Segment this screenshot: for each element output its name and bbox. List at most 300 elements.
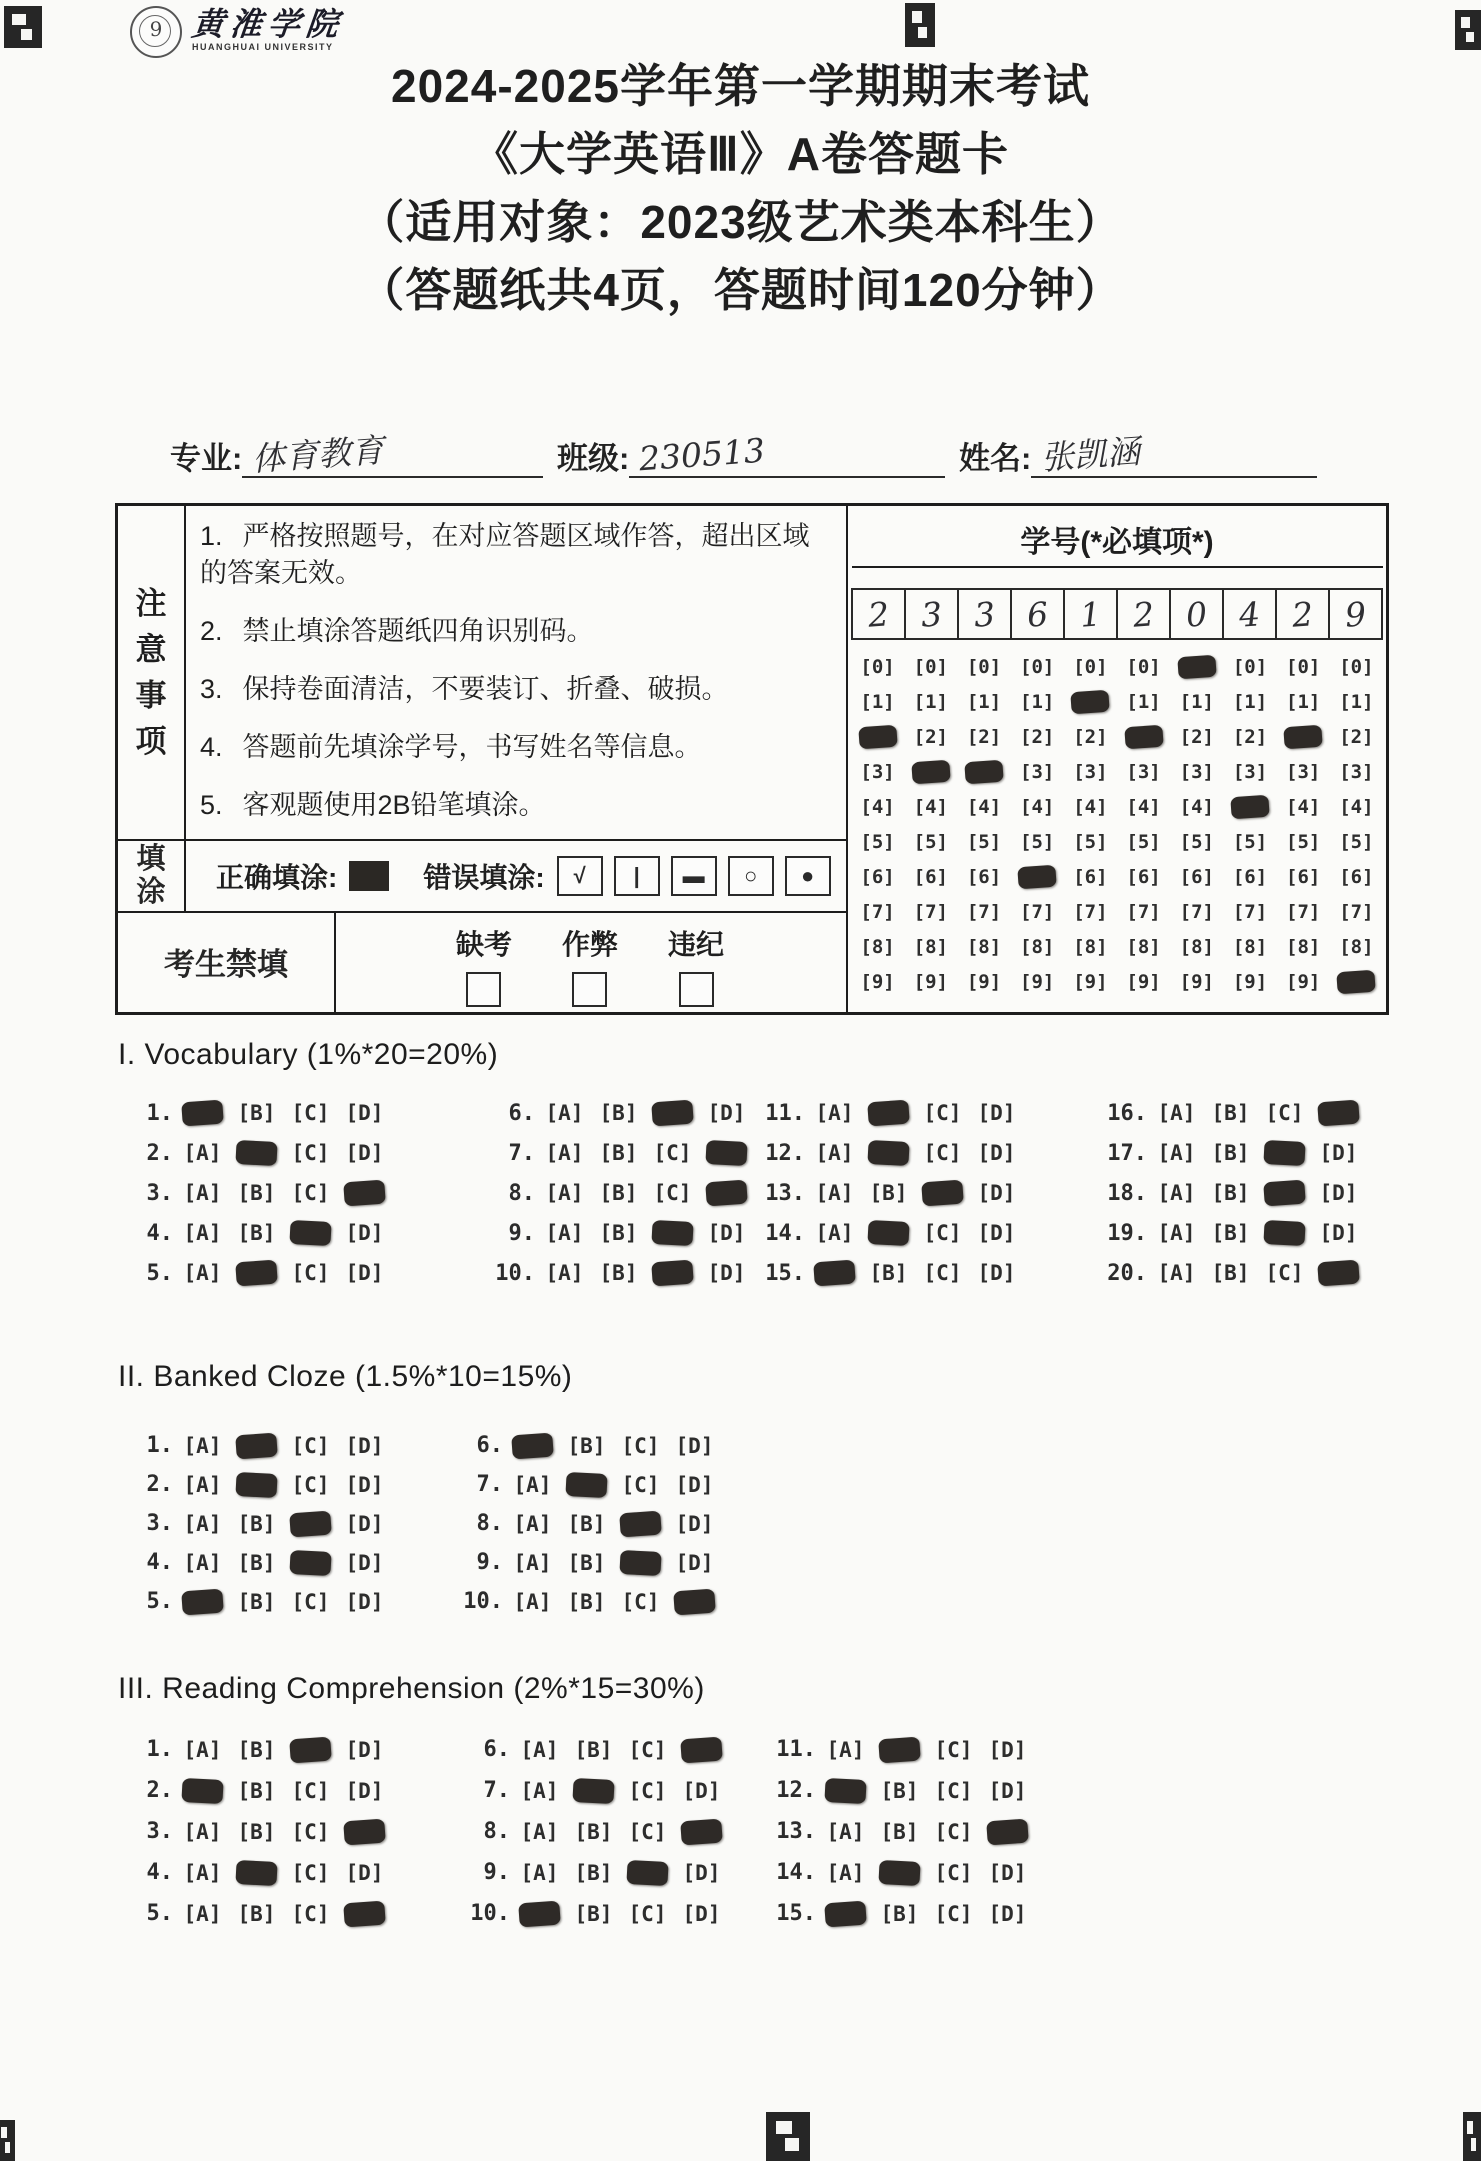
id-bubble-2[interactable]: [2] [913, 725, 948, 748]
id-bubble-5[interactable]: [5] [1232, 830, 1268, 853]
option-A[interactable]: [A] [826, 1819, 865, 1844]
answer-mark-A[interactable] [813, 1260, 856, 1287]
answer-mark-A[interactable] [824, 1777, 866, 1803]
option-C[interactable]: [C] [923, 1221, 962, 1245]
answer-mark-B[interactable] [235, 1859, 277, 1885]
answer-mark-C[interactable] [289, 1549, 331, 1575]
option-A[interactable]: [A] [513, 1550, 552, 1575]
answer-mark-B[interactable] [878, 1859, 920, 1885]
id-bubble-filled-0[interactable] [1177, 654, 1216, 679]
option-B[interactable]: [B] [599, 1141, 638, 1165]
option-D[interactable]: [D] [977, 1141, 1016, 1165]
answer-mark-B[interactable] [867, 1100, 910, 1127]
id-bubble-8[interactable]: [8] [1339, 935, 1374, 958]
forbidden-checkbox[interactable] [466, 972, 501, 1007]
id-bubble-0[interactable]: [0] [1073, 655, 1108, 678]
answer-mark-C[interactable] [1263, 1220, 1305, 1246]
option-B[interactable]: [B] [567, 1511, 606, 1536]
id-bubble-filled-2[interactable] [858, 724, 897, 749]
id-bubble-6[interactable]: [6] [1286, 865, 1321, 888]
option-D[interactable]: [D] [977, 1101, 1016, 1125]
option-A[interactable]: [A] [513, 1511, 552, 1536]
id-bubble-cell [851, 684, 904, 719]
answer-mark-A[interactable] [181, 1100, 224, 1127]
answer-mark-D[interactable] [680, 1818, 723, 1845]
option-A[interactable]: [A] [183, 1141, 222, 1165]
option-A[interactable]: [A] [520, 1860, 559, 1885]
answer-mark-C[interactable] [1263, 1140, 1305, 1166]
answer-mark-B[interactable] [867, 1140, 909, 1166]
answer-mark-B[interactable] [565, 1471, 607, 1497]
answer-mark-A[interactable] [518, 1900, 561, 1927]
answer-mark-B[interactable] [867, 1220, 909, 1246]
option-A[interactable]: [A] [1157, 1221, 1196, 1245]
answer-mark-C[interactable] [651, 1220, 693, 1246]
id-bubble-2[interactable]: [2] [1179, 725, 1214, 748]
option-D[interactable]: [D] [977, 1221, 1016, 1245]
id-bubble-6[interactable]: [6] [1232, 865, 1268, 888]
id-bubble-4[interactable]: [4] [913, 795, 948, 818]
answer-mark-D[interactable] [673, 1588, 716, 1615]
id-bubble-0[interactable]: [0] [966, 655, 1002, 678]
option-D[interactable]: [D] [345, 1141, 384, 1165]
id-bubble-8[interactable]: [8] [913, 935, 948, 958]
option-C[interactable]: [C] [291, 1472, 330, 1497]
option-C[interactable]: [C] [621, 1433, 660, 1458]
answer-mark-D[interactable] [705, 1140, 747, 1166]
option-C[interactable]: [C] [653, 1141, 692, 1165]
option-D[interactable]: [D] [345, 1511, 384, 1536]
option-B[interactable]: [B] [567, 1550, 606, 1575]
option-A[interactable]: [A] [183, 1433, 222, 1458]
option-A[interactable]: [A] [513, 1472, 552, 1497]
id-bubble-1[interactable]: [1] [1232, 690, 1268, 713]
option-B[interactable]: [B] [237, 1511, 276, 1536]
option-C[interactable]: [C] [291, 1819, 330, 1844]
id-bubble-3[interactable]: [3] [860, 760, 895, 783]
id-bubble-5[interactable]: [5] [1286, 830, 1321, 853]
student-id-digit-cell[interactable] [1012, 590, 1065, 638]
answer-mark-C[interactable] [289, 1220, 331, 1246]
answer-mark-C[interactable] [651, 1100, 694, 1127]
id-bubble-7[interactable]: [7] [1179, 900, 1214, 923]
id-bubble-cell [1117, 824, 1170, 859]
id-bubble-9[interactable]: [9] [1232, 970, 1268, 993]
option-C[interactable]: [C] [628, 1901, 667, 1926]
option-B[interactable]: [B] [869, 1181, 908, 1205]
id-bubble-3[interactable]: [3] [1126, 760, 1161, 783]
option-C[interactable]: [C] [291, 1860, 330, 1885]
option-D[interactable]: [D] [988, 1901, 1027, 1926]
id-bubble-4[interactable]: [4] [1020, 795, 1055, 818]
id-bubble-8[interactable]: [8] [1286, 935, 1321, 958]
id-bubble-7[interactable]: [7] [1339, 900, 1374, 923]
id-bubble-7[interactable]: [7] [966, 900, 1002, 923]
option-A[interactable]: [A] [183, 1472, 222, 1497]
option-D[interactable]: [D] [345, 1433, 384, 1458]
id-bubble-8[interactable]: [8] [1126, 935, 1161, 958]
id-bubble-8[interactable]: [8] [966, 935, 1002, 958]
id-bubble-filled-9[interactable] [1337, 969, 1376, 994]
option-B[interactable]: [B] [1211, 1101, 1250, 1125]
id-bubble-0[interactable]: [0] [1339, 655, 1374, 678]
option-C[interactable]: [C] [291, 1141, 330, 1165]
option-B[interactable]: [B] [237, 1550, 276, 1575]
id-bubble-4[interactable]: [4] [1073, 795, 1108, 818]
id-bubble-3[interactable]: [3] [1232, 760, 1268, 783]
answer-mark-C[interactable] [1263, 1180, 1306, 1207]
option-B[interactable]: [B] [599, 1261, 638, 1285]
option-D[interactable]: [D] [675, 1550, 714, 1575]
option-A[interactable]: [A] [545, 1101, 584, 1125]
option-D[interactable]: [D] [707, 1261, 746, 1285]
id-bubble-5[interactable]: [5] [1073, 830, 1108, 853]
option-C[interactable]: [C] [628, 1737, 667, 1762]
forbidden-checkbox[interactable] [679, 972, 714, 1007]
id-bubble-7[interactable]: [7] [1126, 900, 1161, 923]
option-B[interactable]: [B] [237, 1778, 276, 1803]
option-B[interactable]: [B] [237, 1101, 276, 1125]
class-input[interactable] [629, 430, 945, 479]
id-bubble-2[interactable]: [2] [966, 725, 1002, 748]
student-id-digit-cell[interactable] [959, 590, 1012, 638]
option-A[interactable]: [A] [183, 1550, 222, 1575]
option-B[interactable]: [B] [880, 1819, 919, 1844]
option-C[interactable]: [C] [923, 1101, 962, 1125]
option-B[interactable]: [B] [599, 1181, 638, 1205]
id-bubble-6[interactable]: [6] [1126, 865, 1161, 888]
id-bubble-6[interactable]: [6] [860, 865, 895, 888]
option-D[interactable]: [D] [345, 1550, 384, 1575]
answer-mark-A[interactable] [511, 1432, 554, 1459]
option-D[interactable]: [D] [988, 1737, 1027, 1762]
option-C[interactable]: [C] [621, 1589, 660, 1614]
option-C[interactable]: [C] [291, 1433, 330, 1458]
id-bubble-9[interactable]: [9] [1126, 970, 1161, 993]
answer-mark-D[interactable] [1317, 1100, 1360, 1127]
answer-mark-D[interactable] [343, 1900, 386, 1927]
id-bubble-2[interactable]: [2] [1073, 725, 1108, 748]
student-id-digit-cell[interactable] [906, 590, 959, 638]
student-id-digit-cell[interactable] [1065, 590, 1118, 638]
option-B[interactable]: [B] [1211, 1221, 1250, 1245]
id-bubble-3[interactable]: [3] [1073, 760, 1108, 783]
option-A[interactable]: [A] [815, 1181, 854, 1205]
option-A[interactable]: [A] [183, 1261, 222, 1285]
id-bubble-4[interactable]: [4] [1179, 795, 1214, 818]
answer-mark-C[interactable] [626, 1859, 668, 1885]
id-bubble-7[interactable]: [7] [1232, 900, 1268, 923]
answer-mark-C[interactable] [921, 1180, 964, 1207]
option-B[interactable]: [B] [237, 1737, 276, 1762]
id-bubble-8[interactable]: [8] [1232, 935, 1268, 958]
id-bubble-0[interactable]: [0] [1286, 655, 1321, 678]
answer-mark-A[interactable] [181, 1777, 223, 1803]
option-A[interactable]: [A] [1157, 1261, 1196, 1285]
id-bubble-9[interactable]: [9] [1179, 970, 1214, 993]
id-bubble-6[interactable]: [6] [1339, 865, 1374, 888]
option-D[interactable]: [D] [988, 1860, 1027, 1885]
option-D[interactable]: [D] [988, 1778, 1027, 1803]
option-D[interactable]: [D] [345, 1221, 384, 1245]
id-bubble-9[interactable]: [9] [966, 970, 1002, 993]
option-D[interactable]: [D] [675, 1433, 714, 1458]
id-bubble-7[interactable]: [7] [1073, 900, 1108, 923]
answer-mark-A[interactable] [181, 1588, 224, 1615]
option-D[interactable]: [D] [345, 1472, 384, 1497]
option-A[interactable]: [A] [1157, 1141, 1196, 1165]
answer-mark-B[interactable] [235, 1260, 278, 1287]
answer-mark-D[interactable] [343, 1818, 386, 1845]
option-A[interactable]: [A] [545, 1221, 584, 1245]
option-B[interactable]: [B] [237, 1181, 276, 1205]
id-bubble-4[interactable]: [4] [1286, 795, 1321, 818]
id-bubble-5[interactable]: [5] [860, 830, 895, 853]
option-B[interactable]: [B] [574, 1901, 613, 1926]
option-C[interactable]: [C] [934, 1901, 973, 1926]
option-C[interactable]: [C] [934, 1737, 973, 1762]
id-bubble-3[interactable]: [3] [1339, 760, 1374, 783]
id-bubble-5[interactable]: [5] [1126, 830, 1161, 853]
id-bubble-5[interactable]: [5] [1339, 830, 1374, 853]
option-A[interactable]: [A] [545, 1181, 584, 1205]
option-C[interactable]: [C] [291, 1901, 330, 1926]
option-C[interactable]: [C] [934, 1860, 973, 1885]
id-bubble-5[interactable]: [5] [966, 830, 1002, 853]
id-bubble-filled-3[interactable] [964, 759, 1003, 784]
id-bubble-5[interactable]: [5] [1179, 830, 1214, 853]
answer-mark-C[interactable] [289, 1510, 332, 1537]
option-D[interactable]: [D] [675, 1511, 714, 1536]
option-A[interactable]: [A] [183, 1819, 222, 1844]
id-bubble-5[interactable]: [5] [913, 830, 948, 853]
option-B[interactable]: [B] [574, 1860, 613, 1885]
id-bubble-7[interactable]: [7] [913, 900, 948, 923]
id-bubble-0[interactable]: [0] [1020, 655, 1055, 678]
id-bubble-0[interactable]: [0] [860, 655, 895, 678]
id-bubble-2[interactable]: [2] [1232, 725, 1268, 748]
student-id-digit-cell[interactable] [1330, 590, 1381, 638]
id-bubble-4[interactable]: [4] [1339, 795, 1374, 818]
option-A[interactable]: [A] [183, 1860, 222, 1885]
option-A[interactable]: [A] [183, 1737, 222, 1762]
option-D[interactable]: [D] [682, 1901, 721, 1926]
option-D[interactable]: [D] [707, 1101, 746, 1125]
notice-number: 4. [200, 732, 223, 762]
option-D[interactable]: [D] [682, 1860, 721, 1885]
option-C[interactable]: [C] [934, 1819, 973, 1844]
option-B[interactable]: [B] [237, 1901, 276, 1926]
id-bubble-8[interactable]: [8] [1020, 935, 1055, 958]
option-B[interactable]: [B] [574, 1737, 613, 1762]
option-D[interactable]: [D] [345, 1589, 384, 1614]
id-bubble-1[interactable]: [1] [966, 690, 1002, 713]
option-D[interactable]: [D] [977, 1261, 1016, 1285]
option-A[interactable]: [A] [183, 1511, 222, 1536]
option-C[interactable]: [C] [934, 1778, 973, 1803]
option-D[interactable]: [D] [707, 1221, 746, 1245]
option-B[interactable]: [B] [237, 1221, 276, 1245]
id-bubble-3[interactable]: [3] [1020, 760, 1055, 783]
option-B[interactable]: [B] [1211, 1181, 1250, 1205]
option-A[interactable]: [A] [183, 1181, 222, 1205]
option-D[interactable]: [D] [345, 1101, 384, 1125]
id-bubble-filled-1[interactable] [1071, 689, 1110, 714]
option-C[interactable]: [C] [291, 1589, 330, 1614]
option-D[interactable]: [D] [345, 1737, 384, 1762]
option-B[interactable]: [B] [869, 1261, 908, 1285]
option-A[interactable]: [A] [520, 1737, 559, 1762]
answer-mark-B[interactable] [235, 1140, 277, 1166]
id-bubble-1[interactable]: [1] [860, 690, 895, 713]
question-row-banked-cloze-2 [125, 1465, 398, 1504]
option-A[interactable]: [A] [545, 1261, 584, 1285]
option-C[interactable]: [C] [291, 1778, 330, 1803]
id-bubble-8[interactable]: [8] [860, 935, 895, 958]
option-B[interactable]: [B] [880, 1778, 919, 1803]
option-D[interactable]: [D] [345, 1860, 384, 1885]
id-bubble-0[interactable]: [0] [1126, 655, 1161, 678]
student-id-digit-cell[interactable] [1118, 590, 1171, 638]
id-bubble-4[interactable]: [4] [966, 795, 1002, 818]
option-D[interactable]: [D] [1319, 1181, 1358, 1205]
id-bubble-6[interactable]: [6] [1179, 865, 1214, 888]
option-C[interactable]: [C] [923, 1261, 962, 1285]
student-id-digit-cell[interactable] [1224, 590, 1277, 638]
option-C[interactable]: [C] [923, 1141, 962, 1165]
option-C[interactable]: [C] [653, 1181, 692, 1205]
answer-mark-B[interactable] [572, 1777, 614, 1803]
option-B[interactable]: [B] [880, 1901, 919, 1926]
id-bubble-7[interactable]: [7] [860, 900, 895, 923]
student-id-digit-cell[interactable] [1171, 590, 1224, 638]
option-A[interactable]: [A] [815, 1101, 854, 1125]
student-id-digit-cell[interactable] [853, 590, 906, 638]
option-D[interactable]: [D] [682, 1778, 721, 1803]
option-A[interactable]: [A] [815, 1141, 854, 1165]
answer-mark-B[interactable] [235, 1471, 277, 1497]
option-A[interactable]: [A] [183, 1901, 222, 1926]
option-A[interactable]: [A] [826, 1860, 865, 1885]
answer-mark-C[interactable] [289, 1736, 332, 1763]
id-bubble-9[interactable]: [9] [1073, 970, 1108, 993]
option-A[interactable]: [A] [520, 1819, 559, 1844]
answer-mark-D[interactable] [705, 1180, 748, 1207]
id-bubble-1[interactable]: [1] [1020, 690, 1055, 713]
option-C[interactable]: [C] [291, 1261, 330, 1285]
option-A[interactable]: [A] [1157, 1181, 1196, 1205]
id-bubble-3[interactable]: [3] [1179, 760, 1214, 783]
id-bubble-1[interactable]: [1] [1286, 690, 1321, 713]
option-A[interactable]: [A] [545, 1141, 584, 1165]
option-B[interactable]: [B] [599, 1101, 638, 1125]
id-bubble-filled-6[interactable] [1017, 864, 1056, 889]
option-D[interactable]: [D] [675, 1472, 714, 1497]
option-C[interactable]: [C] [621, 1472, 660, 1497]
option-D[interactable]: [D] [345, 1778, 384, 1803]
id-bubble-6[interactable]: [6] [913, 865, 948, 888]
id-bubble-2[interactable]: [2] [1339, 725, 1374, 748]
answer-mark-D[interactable] [343, 1180, 386, 1207]
option-B[interactable]: [B] [1211, 1141, 1250, 1165]
id-bubble-filled-2[interactable] [1124, 724, 1163, 749]
answer-mark-B[interactable] [235, 1432, 278, 1459]
option-B[interactable]: [B] [599, 1221, 638, 1245]
id-bubble-1[interactable]: [1] [913, 690, 948, 713]
student-id-digit-cell[interactable] [1277, 590, 1330, 638]
forbidden-checkbox[interactable] [572, 972, 607, 1007]
answer-mark-D[interactable] [680, 1736, 723, 1763]
id-bubble-filled-2[interactable] [1283, 724, 1322, 749]
option-C[interactable]: [C] [1265, 1101, 1304, 1125]
id-bubble-3[interactable]: [3] [1286, 760, 1321, 783]
major-input[interactable] [242, 430, 543, 479]
answer-mark-C[interactable] [619, 1510, 662, 1537]
id-bubble-9[interactable]: [9] [860, 970, 895, 993]
option-C[interactable]: [C] [628, 1778, 667, 1803]
option-C[interactable]: [C] [291, 1181, 330, 1205]
id-bubble-0[interactable]: [0] [1232, 655, 1268, 678]
id-bubble-filled-3[interactable] [911, 759, 950, 784]
option-D[interactable]: [D] [1319, 1141, 1358, 1165]
answer-mark-D[interactable] [986, 1818, 1029, 1845]
id-bubble-9[interactable]: [9] [1286, 970, 1321, 993]
option-C[interactable]: [C] [291, 1101, 330, 1125]
option-A[interactable]: [A] [826, 1737, 865, 1762]
id-bubble-1[interactable]: [1] [1179, 690, 1214, 713]
answer-mark-D[interactable] [1317, 1260, 1360, 1287]
option-B[interactable]: [B] [574, 1819, 613, 1844]
option-B[interactable]: [B] [567, 1433, 606, 1458]
id-bubble-4[interactable]: [4] [1126, 795, 1161, 818]
option-A[interactable]: [A] [513, 1589, 552, 1614]
option-B[interactable]: [B] [567, 1589, 606, 1614]
option-D[interactable]: [D] [1319, 1221, 1358, 1245]
option-A[interactable]: [A] [1157, 1101, 1196, 1125]
option-A[interactable]: [A] [520, 1778, 559, 1803]
id-bubble-6[interactable]: [6] [966, 865, 1002, 888]
id-bubble-1[interactable]: [1] [1339, 690, 1374, 713]
answer-mark-C[interactable] [651, 1260, 694, 1287]
option-B[interactable]: [B] [237, 1819, 276, 1844]
option-A[interactable]: [A] [815, 1221, 854, 1245]
option-C[interactable]: [C] [1265, 1261, 1304, 1285]
id-bubble-8[interactable]: [8] [1179, 935, 1214, 958]
id-bubble-0[interactable]: [0] [913, 655, 948, 678]
id-bubble-9[interactable]: [9] [1020, 970, 1055, 993]
option-D[interactable]: [D] [977, 1181, 1016, 1205]
id-bubble-7[interactable]: [7] [1286, 900, 1321, 923]
answer-mark-A[interactable] [824, 1900, 867, 1927]
id-bubble-4[interactable]: [4] [860, 795, 895, 818]
id-bubble-8[interactable]: [8] [1073, 935, 1108, 958]
option-B[interactable]: [B] [237, 1589, 276, 1614]
id-bubble-filled-4[interactable] [1230, 794, 1269, 819]
id-bubble-9[interactable]: [9] [913, 970, 948, 993]
id-bubble-1[interactable]: [1] [1126, 690, 1161, 713]
option-D[interactable]: [D] [345, 1261, 384, 1285]
option-A[interactable]: [A] [183, 1221, 222, 1245]
answer-mark-B[interactable] [878, 1736, 921, 1763]
id-bubble-2[interactable]: [2] [1020, 725, 1055, 748]
id-bubble-6[interactable]: [6] [1073, 865, 1108, 888]
option-C[interactable]: [C] [628, 1819, 667, 1844]
id-bubble-7[interactable]: [7] [1020, 900, 1055, 923]
answer-mark-C[interactable] [619, 1549, 661, 1575]
option-B[interactable]: [B] [1211, 1261, 1250, 1285]
name-input[interactable] [1031, 431, 1317, 478]
id-bubble-5[interactable]: [5] [1020, 830, 1055, 853]
